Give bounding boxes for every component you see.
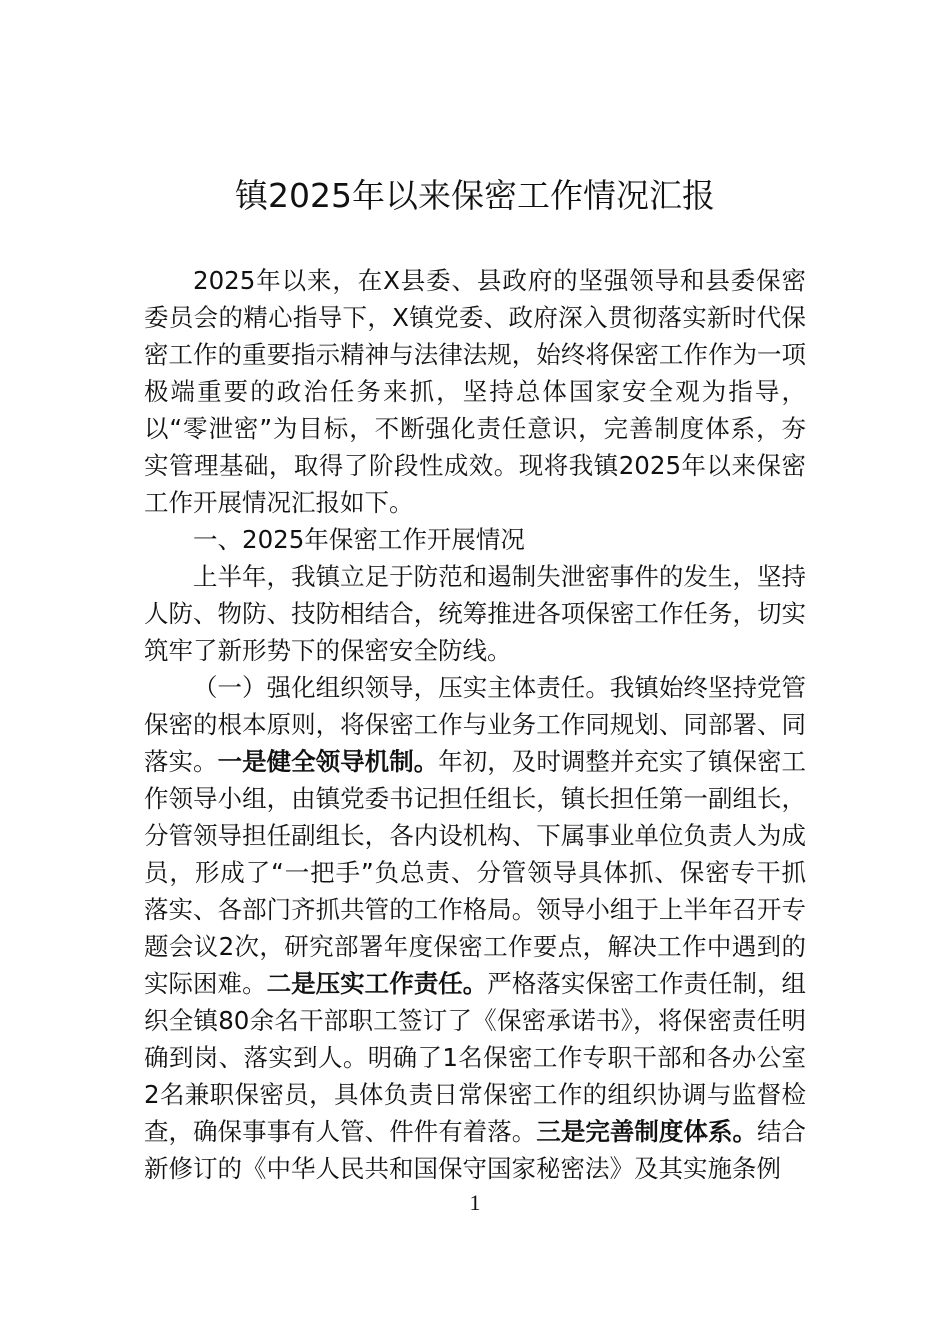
point-2-text: 严格落实保密工作责任制，组织全镇80余名干部职工签订了《保密承诺书》，将保密责任明确到岗、落实到人。明确了1名保密工作专职干部和各办公室2名兼职保密员，具体负责日常保密工作的组织协调与监督检查，确保事事有人管、件件有着落。	[144, 969, 807, 1146]
page-number: 1	[469, 1190, 481, 1215]
point-1-text: 年初，及时调整并充实了镇保密工作领导小组，由镇党委书记担任组长，镇长担任第一副组长，分管领导担任副组长，各内设机构、下属事业单位负责人为成员，形成了“一把手”负总责、分管领导具体抓、保密专干抓落实、各部门齐抓共管的工作格局。领导小组于上半年召开专题会议2次，研究部署年度保密工作要点，解决工作中遇到的实际困难。	[144, 747, 807, 998]
section-intro-paragraph: 上半年，我镇立足于防范和遏制失泄密事件的发生，坚持人防、物防、技防相结合，统筹推进各项保密工作任务，切实筑牢了新形势下的保密安全防线。	[144, 562, 806, 665]
subsection-paragraph	[144, 669, 806, 1187]
subsection-lead: （一）强化组织领导，压实主体责任。我镇始终坚持党管保密的根本原则，将保密工作与业务工作同规划、同部署、同落实。	[144, 673, 806, 776]
point-1-title: 一是健全领导机制。	[217, 747, 439, 776]
intro-paragraph: 2025年以来，在X县委、县政府的坚强领导和县委保密委员会的精心指导下，X镇党委、政府深入贯彻落实新时代保密工作的重要指示精神与法律法规，始终将保密工作作为一项极端重要的政治任务来抓，坚持总体国家安全观为指导，以“零泄密”为目标，不断强化责任意识，完善制度体系，夯实管理基础，取得了阶段性成效。现将我镇2025年以来保密工作开展情况汇报如下。	[144, 266, 806, 517]
document-title: 镇2025年以来保密工作情况汇报	[235, 176, 715, 215]
point-3-title: 三是完善制度体系。	[536, 1117, 757, 1146]
document-body	[144, 262, 806, 1187]
section-heading: 一、2025年保密工作开展情况	[193, 525, 525, 554]
point-3-text: 结合新修订的《中华人民共和国保守国家秘密法》及其实施条例	[144, 1117, 807, 1183]
point-2-title: 二是压实工作责任。	[266, 969, 488, 998]
